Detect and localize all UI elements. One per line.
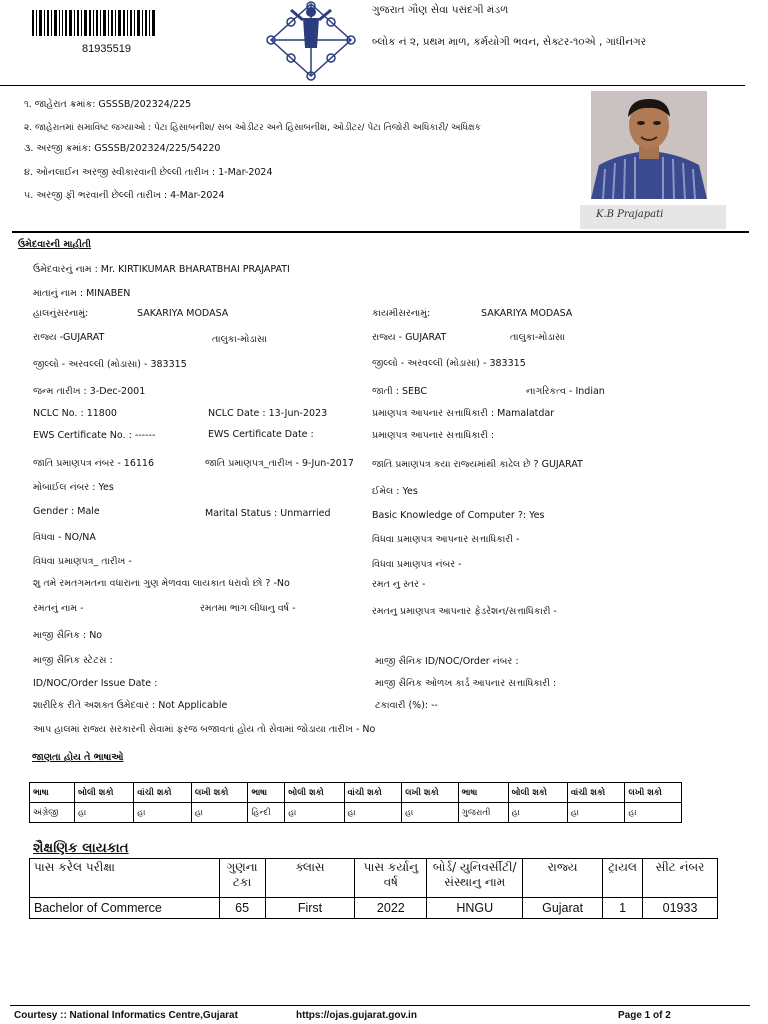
- lang-cell: હા: [134, 803, 192, 823]
- candidate-name: ઉમેદવારનું નામ : Mr. KIRTIKUMAR BHARATBHAI PRAJAPATI: [33, 264, 290, 275]
- caste-certificate-number: જાતિ પ્રમાણપત્ર નંબર - 16116: [33, 458, 155, 469]
- caste-certificate-date: જાતિ પ્રમાણપત્ર_તારીખ - 9-Jun-2017: [205, 458, 354, 469]
- online-last-date: ૪. ઓનલાઈન અરજી સ્વીકારવાની છેલ્લી તારીખ : 1-Mar-2024: [24, 167, 273, 178]
- edu-header-cell: પાસ કરેલ પરીક્ષા: [30, 859, 220, 898]
- lang-cell: હા: [344, 803, 402, 823]
- edu-cell: Gujarat: [523, 898, 603, 919]
- lang-cell: હા: [75, 803, 134, 823]
- ews-authority: પ્રમાણપત્ર આપનાર સત્તાધિકારી :: [372, 430, 495, 441]
- ews-date: EWS Certificate Date :: [208, 429, 314, 440]
- computer-knowledge: Basic Knowledge of Computer ?: Yes: [372, 510, 545, 521]
- footer-courtesy: Courtesy :: National Informatics Centre,Gujarat: [14, 1010, 238, 1021]
- permanent-address-label: કાયમીસરનામું:: [372, 308, 431, 319]
- ex-army-authority: માજી સૈનિક ઓળખ કાર્ડ આપનાર સત્તાધિકારી :: [375, 678, 557, 689]
- lang-header-cell: લખી શકો: [625, 783, 682, 803]
- caste-certificate-state: જાતિ પ્રમાણપત્ર કયા રાજ્યમાંથી કાઢેલ છે ? GUJARAT: [372, 459, 583, 470]
- permanent-address-value: SAKARIYA MODASA: [481, 308, 573, 319]
- nclc-date: NCLC Date : 13-Jun-2023: [208, 408, 328, 419]
- fee-last-date: ૫. અરજી ફી ભરવાની છેલ્લી તારીખ : 4-Mar-2024: [24, 190, 225, 201]
- ex-army: માજી સૈનિક : No: [33, 630, 103, 641]
- ex-army-id: માજી સૈનિક ID/NOC/Order નંબર :: [375, 656, 519, 667]
- ex-army-status: માજી સૈનિક સ્ટેટસ :: [33, 655, 113, 666]
- disability-percent: ટકાવારી (%): --: [375, 700, 438, 711]
- widow-authority: વિધવા પ્રમાણપત્ર આપનાર સત્તાધિકારી -: [372, 534, 520, 545]
- lang-header-cell: વાંચી શકો: [567, 783, 625, 803]
- lang-header-cell: ભાષા: [248, 783, 285, 803]
- state-current: રાજ્ય -GUJARAT: [33, 332, 105, 343]
- date-of-birth: જન્મ તારીખ : 3-Dec-2001: [33, 386, 146, 397]
- advert-number: ૧. જાહેરાત ક્રમાંક: GSSSB/202324/225: [24, 99, 192, 110]
- barcode: [32, 10, 156, 36]
- caste: જાતી : SEBC: [372, 386, 428, 397]
- org-address: બ્લોક નં ૨, પ્રથમ માળ, કર્મયોગી ભવન, સેક્ટર-૧૦એ , ગાંધીનગર: [372, 36, 647, 48]
- section-divider: [12, 231, 749, 233]
- sports-name: રમતનું નામ -: [33, 603, 84, 614]
- education-section-title: શૈક્ષણિક લાયકાત: [33, 840, 129, 856]
- mobile: મોબાઈલ નંબર : Yes: [33, 482, 114, 493]
- candidate-photo: [591, 91, 707, 199]
- footer-url[interactable]: https://ojas.gujarat.gov.in: [296, 1010, 417, 1021]
- widow-certificate-date: વિધવા પ્રમાણપત્ર_ તારીખ -: [33, 556, 132, 567]
- education-row: [30, 898, 718, 919]
- edu-cell: Bachelor of Commerce: [30, 898, 220, 919]
- nclc-number: NCLC No. : 11800: [33, 408, 117, 419]
- lang-cell: હિન્દી: [248, 803, 285, 823]
- nclc-authority: પ્રમાણપત્ર આપનાર સત્તાધિકારી : Mamalatdar: [372, 408, 555, 419]
- widow-certificate-number: વિધવા પ્રમાણપત્ર નંબર -: [372, 559, 462, 570]
- sports-question: શુ તમે રમતગમતના વધારાના ગુણ મેળવવા લાયકાત ધરાવો છો ? -No: [33, 578, 290, 589]
- lang-cell: હા: [402, 803, 459, 823]
- gender: Gender : Male: [33, 506, 100, 517]
- edu-header-cell: સીટ નંબર: [643, 859, 718, 898]
- district-current: જીલ્લો - અરવલ્લી (મોડાસા) - 383315: [33, 359, 187, 370]
- edu-cell: 65: [219, 898, 265, 919]
- lang-header-cell: લખી શકો: [191, 783, 248, 803]
- lang-cell: અંગ્રેજી: [30, 803, 75, 823]
- edu-header-cell: બોર્ડ/ યુનિવર્સીટી/ સંસ્થાનુ નામ: [427, 859, 523, 898]
- lang-cell: હા: [625, 803, 682, 823]
- edu-header-cell: ક્લાસ: [265, 859, 355, 898]
- application-number: ૩. અરજી ક્રમાંક: GSSSB/202324/225/54220: [24, 143, 221, 154]
- lang-header-cell: લખી શકો: [402, 783, 459, 803]
- org-name: ગુજરાત ગૌણ સેવા પસંદગી મંડળ: [372, 4, 509, 16]
- email: ઈમેલ : Yes: [372, 486, 418, 497]
- lang-header-cell: બોલી શકો: [285, 783, 344, 803]
- lang-header-cell: બોલી શકો: [508, 783, 567, 803]
- sports-authority: રમતનુ પ્રમાણપત્ર આપનાર ફેડરેશન/સત્તાધિકારી -: [372, 606, 557, 617]
- footer-page-number: Page 1 of 2: [618, 1010, 671, 1021]
- edu-cell: 01933: [643, 898, 718, 919]
- current-address-value: SAKARIYA MODASA: [137, 308, 229, 319]
- footer-divider: [10, 1005, 750, 1006]
- lang-header-cell: ભાષા: [30, 783, 75, 803]
- taluka-current: તાલુકા-મોડાસા: [212, 334, 267, 345]
- candidate-section-title: ઉમેદવારની માહીતી: [18, 239, 91, 250]
- edu-cell: HNGU: [427, 898, 523, 919]
- sports-level: રમત નુ સ્તર -: [372, 579, 426, 590]
- languages-header-row: [30, 783, 682, 803]
- education-header-row: [30, 859, 718, 898]
- disability: શારીરિક રીતે અશક્ત ઉમેદવાર : Not Applicable: [33, 700, 228, 711]
- lang-header-cell: ભાષા: [458, 783, 508, 803]
- candidate-signature: K.B Prajapati: [580, 205, 726, 229]
- lang-cell: ગુજરાતી: [458, 803, 508, 823]
- current-address-label: હાલનુંસરનામું:: [33, 308, 89, 319]
- barcode-number: 81935519: [82, 43, 131, 55]
- edu-header-cell: પાસ કર્યાનુ વર્ષ: [355, 859, 427, 898]
- mother-name: માતાનું નામ : MINABEN: [33, 288, 131, 299]
- header-divider: [0, 85, 745, 86]
- id-issue-date: ID/NOC/Order Issue Date :: [33, 678, 158, 689]
- nationality: નાગરિકત્વ - Indian: [526, 386, 605, 397]
- marital-status: Marital Status : Unmarried: [205, 508, 331, 519]
- lang-cell: હા: [508, 803, 567, 823]
- lang-header-cell: વાંચી શકો: [134, 783, 192, 803]
- govt-service-date: આપ હાલમાં રાજ્ય સરકારની સેવામાં ફરજ બજાવતાં હોય તો સેવામાં જોડાયા તારીખ - No: [33, 724, 376, 735]
- education-table: [29, 858, 718, 919]
- gsssb-logo: [263, 0, 359, 82]
- widow: વિધવા - NO/NA: [33, 532, 96, 543]
- state-permanent: રાજ્ય - GUJARAT: [372, 332, 447, 343]
- edu-header-cell: રાજ્ય: [523, 859, 603, 898]
- edu-cell: 2022: [355, 898, 427, 919]
- edu-header-cell: ગુણના ટકા: [219, 859, 265, 898]
- lang-cell: હા: [285, 803, 344, 823]
- edu-header-cell: ટ્રાયલ: [603, 859, 643, 898]
- lang-cell: હા: [191, 803, 248, 823]
- sports-year: રમતમા ભાગ લીધાનુ વર્ષ -: [200, 603, 296, 614]
- lang-header-cell: બોલી શકો: [75, 783, 134, 803]
- edu-cell: First: [265, 898, 355, 919]
- lang-cell: હા: [567, 803, 625, 823]
- edu-cell: 1: [603, 898, 643, 919]
- taluka-permanent: તાલુકા-મોડાસા: [510, 332, 565, 343]
- ews-number: EWS Certificate No. : ------: [33, 430, 156, 441]
- languages-table: [29, 782, 682, 823]
- languages-section-title: જાણતા હોય તે ભાષાઓ: [32, 752, 124, 763]
- languages-row: [30, 803, 682, 823]
- advert-posts: ૨. જાહેરાતમાં સમાવિષ્ટ જગ્યાઓ : પેટા હિસાબનીશ/ સબ ઓડીટર અને હિસાબનીશ, ઓડીટર/ પેટા તિજોરી અધિકારી/ અધિક્ષક: [24, 123, 481, 133]
- lang-header-cell: વાંચી શકો: [344, 783, 402, 803]
- district-permanent: જીલ્લો - અરવલ્લી (મોડાસા) - 383315: [372, 358, 526, 369]
